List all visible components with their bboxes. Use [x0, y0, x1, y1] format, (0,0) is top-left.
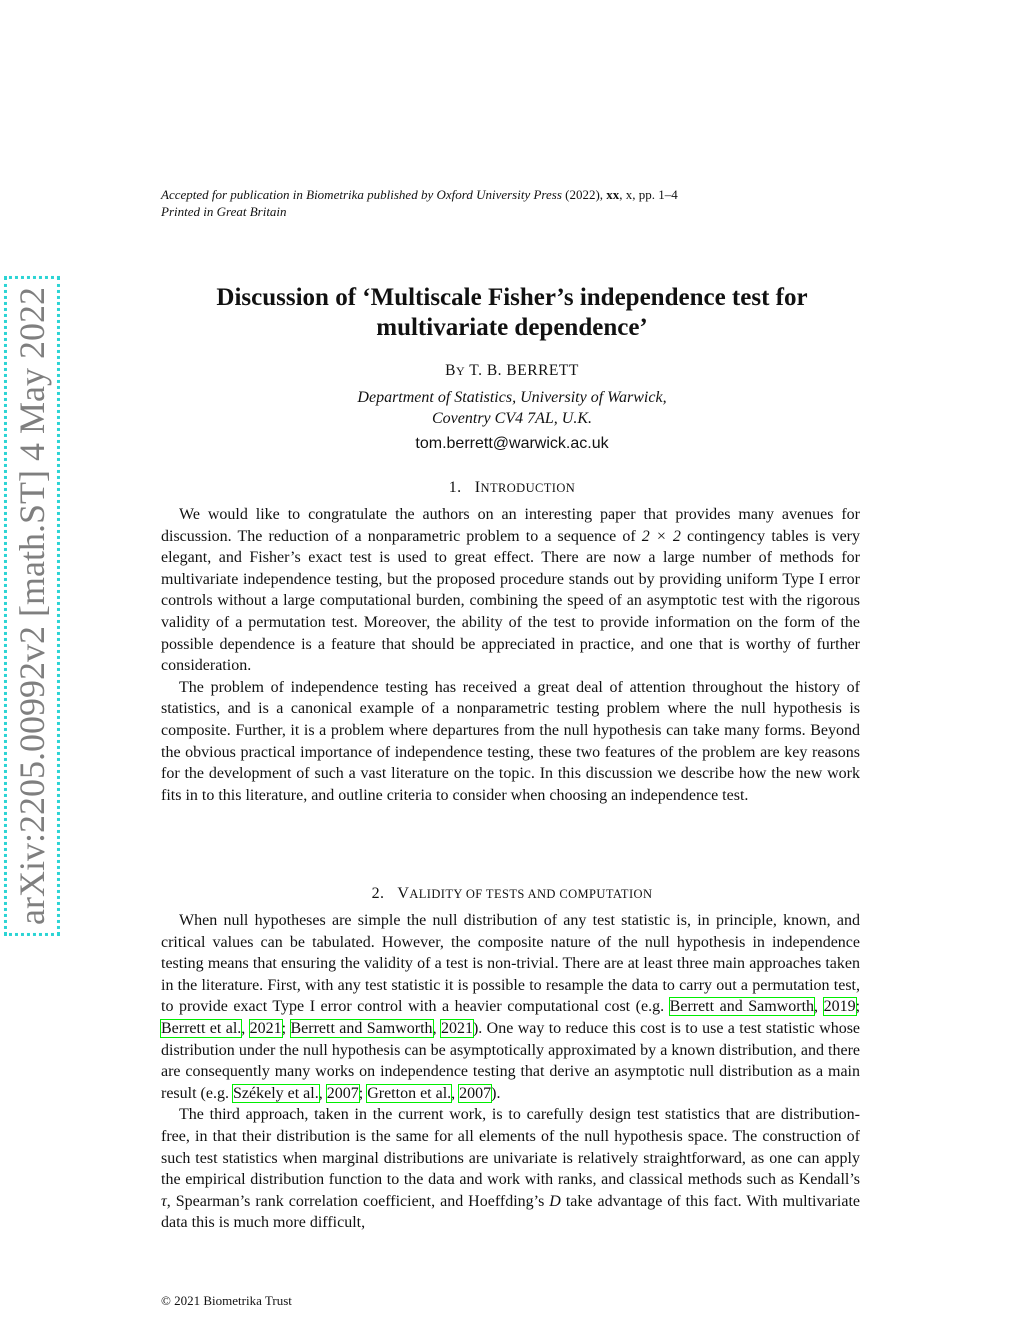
copyright-footer: © 2021 Biometrika Trust: [161, 1293, 292, 1308]
author-line: BY T. B. BERRETT: [445, 362, 579, 379]
citation-year-link[interactable]: 2007: [326, 1084, 359, 1102]
journal-header: [161, 186, 678, 220]
paragraph: When null hypotheses are simple the null distribution of any test statistic is, in principle, known, and critical values can be tabulated. However, the composite nature of the null hypothesis in independence testing means that ensuring the validity of a test is non-trivial. There are at least three main approaches taken in the literature. First, with any test statistic it is possible to resample the data to carry out a permutation test, to provide exact Type I error control with a heavier computational cost (e.g. Berrett and Samworth, 2019; Berrett et al., 2021; Berrett and Samworth, 2021). One way to reduce this cost is to use a test statistic whose distribution under the null hypothesis can be asymptotically approximated by a known distribution, and there are consequently many works on independence testing that derive an asymptotic null distribution as a main result (e.g. Székely et al., 2007; Gretton et al., 2007).: [161, 912, 861, 1102]
header-line-2: Printed in Great Britain: [161, 204, 287, 219]
paper-title: [140, 283, 884, 343]
citation-year-link[interactable]: 2021: [249, 1019, 282, 1037]
header-pages: 1–4: [658, 187, 678, 202]
author-name: T. B. BERRETT: [469, 362, 579, 379]
header-year: (2022),: [565, 187, 604, 202]
citation-year-link[interactable]: 2019: [823, 998, 856, 1016]
arxiv-stamp: [0, 287, 64, 925]
header-volume: xx: [606, 187, 620, 202]
citation-link[interactable]: Székely et al.: [232, 1084, 319, 1102]
title-line-1: Discussion of ‘Multiscale Fisher’s independence test for: [216, 284, 808, 311]
paragraph: We would like to congratulate the authors on an interesting paper that provides many avenues for discussion. The reduction of a nonparametric problem to a sequence of 2 × 2 contingency tables is very elegant, and Fisher’s exact test is used to great effect. There are now a large number of methods for multivariate independence testing, but the proposed procedure stands out by providing uniform Type I error controls without a large computational burden, combining the speed of an asymptotic test with the rigorous validity of a permutation test. Moreover, the ability of the test to provide information on the form of the possible dependence is a feature that should be appreciated in practice, and one that is worthy of further consideration.: [161, 506, 861, 675]
citation-link[interactable]: Berrett et al.: [161, 1019, 242, 1037]
validity-body: [161, 910, 860, 1234]
title-line-2: multivariate dependence’: [376, 314, 648, 341]
section-heading-validity: 2. VALIDITY OF TESTS AND COMPUTATION: [371, 885, 653, 902]
affiliation: Department of Statistics, University of Warwick, Coventry CV4 7AL, U.K.: [357, 389, 667, 427]
citation-link[interactable]: Berrett and Samworth: [290, 1019, 433, 1037]
header-publisher: Accepted for publication in Biometrika published by Oxford University Press: [161, 187, 562, 202]
author-email[interactable]: tom.berrett@warwick.ac.uk: [415, 435, 609, 452]
citation-link[interactable]: Berrett and Samworth: [669, 998, 815, 1016]
arxiv-id-link[interactable]: arXiv:2205.00992v2 [math.ST] 4 May 2022: [4, 276, 60, 936]
section-heading-introduction: 1. INTRODUCTION: [448, 479, 576, 496]
introduction-body: [161, 504, 860, 806]
citation-link[interactable]: Gretton et al.: [367, 1084, 452, 1102]
citation-year-link[interactable]: 2021: [440, 1019, 473, 1037]
citation-year-link[interactable]: 2007: [459, 1084, 492, 1102]
header-line-1: [161, 186, 678, 203]
paragraph: The problem of independence testing has received a great deal of attention throughout the history of statistics, and is a canonical example of a nonparametric testing problem where the null hypothesis is composite. Further, it is a problem where departures from the null hypothesis can take many forms. Beyond the obvious practical importance of independence testing, these two features of the problem are key reasons for the development of such a vast literature on the topic. In this discussion we describe how the new work fits in to this literature, and outline criteria to consider when choosing an independence test.: [161, 678, 860, 804]
header-issue: , x, pp.: [619, 187, 656, 202]
paragraph: The third approach, taken in the current work, is to carefully design test statistics that are distribution-free, in that their distribution is the same for all elements of the null hypothesis space. The construction of such test statistics when marginal distributions are univariate is relatively straightforward, as one can apply the empirical distribution function to the data and work with ranks, and classical methods such as Kendall’s τ, Spearman’s rank correlation coefficient, and Hoeffding’s D take advantage of this fact. With multivariate data this is much more difficult,: [161, 1106, 860, 1232]
